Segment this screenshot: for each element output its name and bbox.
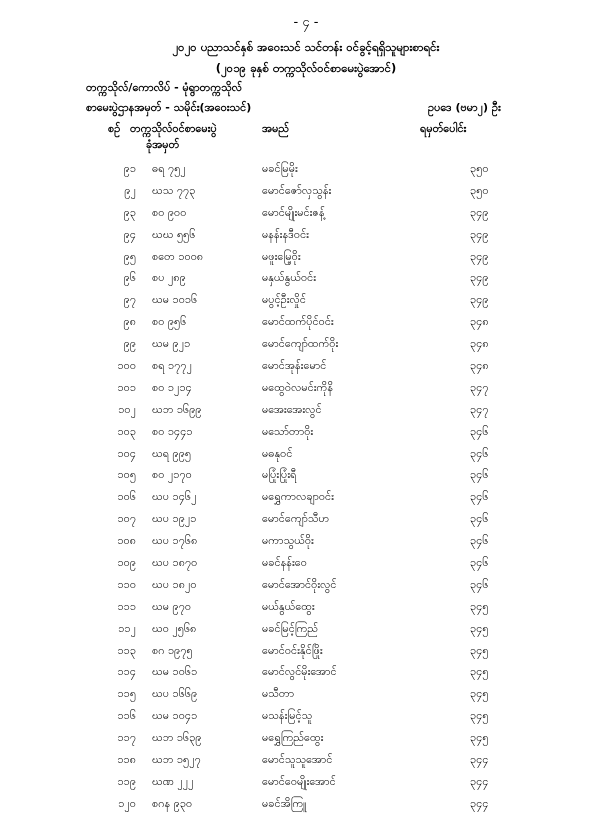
row-roll-number: စဝ ၉၅၆ (152, 315, 187, 329)
row-total-score: ၃၄၅ (470, 665, 489, 679)
row-total-score: ၃၄၆ (470, 446, 489, 460)
row-total-score: ၃၄၆ (470, 512, 489, 526)
row-student-name: မအေးအေးလွင် (262, 402, 322, 416)
row-serial-no: ၁၁၂ (118, 621, 136, 635)
row-student-name: မောင်ဇော်လှသွန်း (262, 183, 332, 197)
row-student-name: မောင်သူသူအောင် (262, 753, 333, 767)
list-row (0, 355, 612, 377)
list-row (0, 224, 612, 246)
list-row (0, 618, 612, 640)
row-total-score: ၃၄၄ (470, 774, 489, 788)
list-row (0, 508, 612, 530)
row-roll-number: စဂ ၁၉၇၅ (152, 643, 193, 657)
row-student-name: မနှယ်နွယ်ဝင်း (262, 271, 317, 285)
page-number: - ၄ - (293, 15, 319, 30)
row-student-name: မောင်ကျော်သီဟ (262, 512, 330, 526)
row-student-name: မဖူးမြေ့ဝိုး (262, 249, 301, 263)
header-total-score: ရမှတ်ပေါင်း (420, 122, 467, 135)
row-roll-number: စဝ ၂၁၇၀ (152, 468, 192, 482)
row-serial-no: ၉၉ (123, 337, 136, 351)
row-serial-no: ၁၁၃ (117, 643, 136, 657)
list-row (0, 661, 612, 683)
row-total-score: ၃၄၈ (470, 315, 489, 329)
row-student-name: မခင်အိကြူ (262, 796, 307, 810)
exam-count-label: ဥပဒေ (ဗမာ၂) ဦး (428, 101, 501, 114)
row-roll-number: စဂန ၉၃၀ (152, 796, 193, 810)
row-roll-number: ဃမ ၁၀၆၁ (152, 665, 198, 679)
row-student-name: မရွှေကြည်ထွေး (262, 731, 324, 745)
row-serial-no: ၁၀၉ (117, 556, 136, 570)
row-total-score: ၃၄၅ (470, 621, 489, 635)
row-roll-number: စပ ၂၈၉ (152, 271, 186, 285)
row-serial-no: ၁၁၇ (117, 731, 136, 745)
row-student-name: မောင်ဝင်းနိုင်ဖြိုး (262, 643, 323, 657)
row-serial-no: ၉၆ (123, 271, 136, 285)
list-row (0, 289, 612, 311)
row-student-name: မသန်းမြင့်သူ (262, 709, 313, 723)
row-student-name: မောင်ဝေမျိုးအောင် (262, 774, 336, 788)
list-row (0, 443, 612, 465)
row-total-score: ၃၄၅ (470, 687, 489, 701)
row-serial-no: ၉၇ (123, 293, 136, 307)
row-student-name: မောင်အုန်းမောင် (262, 359, 327, 373)
row-total-score: ၃၄၈ (470, 359, 489, 373)
row-roll-number: စရ ၁၇၇၂ (152, 359, 192, 373)
row-total-score: ၃၄၇ (470, 380, 489, 394)
exam-center-label: စာမေးပွဲဌာနအမှတ် - သမိုင်း(အဝေးသင်) (86, 101, 252, 114)
list-row (0, 727, 612, 749)
list-row (0, 574, 612, 596)
row-total-score: ၃၄၆ (470, 490, 489, 504)
row-roll-number: ဃမ ၉၇၀ (152, 599, 192, 613)
row-serial-no: ၁၁၉ (117, 774, 136, 788)
row-total-score: ၃၄၆ (470, 556, 489, 570)
list-row (0, 377, 612, 399)
row-roll-number: စဝ ၉၀၀ (152, 205, 187, 219)
row-roll-number: ဃပ ၁၆၆၉ (152, 687, 198, 701)
row-total-score: ၃၄၄ (470, 753, 489, 767)
row-total-score: ၃၄၉ (470, 227, 489, 241)
row-roll-number: ဃရ ၉၉၅ (152, 446, 192, 460)
row-total-score: ၃၄၄ (470, 796, 489, 810)
list-row (0, 749, 612, 771)
row-student-name: မနန်းနဒီဝင်း (262, 227, 309, 241)
header-serial-no: စဉ် (108, 122, 121, 135)
university-label: တက္ကသိုလ်/ကောလိပ် - မုံရွာတက္ကသိုလ် (86, 81, 243, 94)
row-total-score: ၃၄၅ (470, 599, 489, 613)
list-row (0, 158, 612, 180)
row-total-score: ၃၄၉ (470, 271, 489, 285)
row-roll-number: ဃဘ ၁၅၂၇ (152, 753, 201, 767)
document-subtitle: (၂၀၁၉ ခုနှစ် တက္ကသိုလ်ဝင်စာမေးပွဲအောင်) (215, 61, 397, 75)
row-total-score: ၃၄၆ (470, 534, 489, 548)
row-total-score: ၃၄၆ (470, 424, 489, 438)
row-serial-no: ၁၁၈ (117, 753, 136, 767)
row-roll-number: ဃဘ ၁၆၃၉ (152, 731, 202, 745)
row-serial-no: ၁၀၄ (117, 446, 136, 460)
row-serial-no: ၉၂ (124, 183, 136, 197)
row-student-name: မောင်လွင်မိုးအောင် (262, 665, 337, 679)
list-row (0, 202, 612, 224)
row-total-score: ၃၄၉ (470, 249, 489, 263)
list-row (0, 486, 612, 508)
row-serial-no: ၉၅ (123, 249, 136, 263)
row-roll-number: ဃပ ၁၈၂၀ (152, 577, 197, 591)
row-roll-number: ဃဝ ၂၅၆၈ (152, 621, 197, 635)
list-row (0, 464, 612, 486)
row-student-name: မခင်နန်းဝေ (262, 556, 307, 570)
row-serial-no: ၁၀၇ (117, 512, 136, 526)
list-row (0, 640, 612, 662)
row-total-score: ၃၄၅ (470, 643, 489, 657)
row-roll-number: ဃမ ၉၂၁ (152, 337, 191, 351)
list-row (0, 333, 612, 355)
row-serial-no: ၁၁၁ (117, 599, 136, 613)
row-serial-no: ၉၃ (123, 205, 136, 219)
row-student-name: မခင်မြင့်ကြည် (262, 621, 319, 635)
header-roll-number: တက္ကသိုလ်ဝင်စာမေးပွဲ (130, 122, 217, 135)
row-roll-number: ဃဘ ၁၆၉၉ (152, 402, 202, 416)
row-serial-no: ၁၁၀ (117, 577, 136, 591)
row-student-name: မပွင့်ဦးလှိုင် (262, 293, 306, 307)
row-serial-no: ၁၀၈ (117, 534, 136, 548)
list-row (0, 399, 612, 421)
list-row (0, 311, 612, 333)
list-row (0, 421, 612, 443)
row-total-score: ၃၄၆ (470, 577, 489, 591)
row-serial-no: ၁၁၆ (117, 709, 136, 723)
row-total-score: ၃၄၉ (470, 205, 489, 219)
student-list (0, 158, 612, 815)
row-serial-no: ၁၀၁ (117, 380, 136, 394)
row-serial-no: ၁၀၀ (117, 359, 136, 373)
row-roll-number: ဃဏ ၂၂၂ (152, 774, 194, 788)
row-student-name: မောင်ကျော်ထက်ဝိုး (262, 337, 339, 351)
row-roll-number: ဃမ ၁၀၄၁ (152, 709, 198, 723)
row-total-score: ၃၄၆ (470, 468, 489, 482)
row-roll-number: ဃပ ၁၄၆၂ (152, 490, 197, 504)
list-row (0, 596, 612, 618)
row-roll-number: ဃပ ၁၇၆၈ (152, 534, 198, 548)
row-total-score: ၃၄၅ (470, 731, 489, 745)
row-student-name: မရွှေကာလချာဝင်း (262, 490, 334, 504)
list-row (0, 246, 612, 268)
row-roll-number: ဃပ ၁၉၂၁ (152, 512, 197, 526)
header-name: အမည် (262, 122, 290, 135)
list-row (0, 683, 612, 705)
list-row (0, 793, 612, 815)
row-serial-no: ၁၀၆ (117, 490, 136, 504)
list-row (0, 705, 612, 727)
row-student-name: မသီတာ (262, 687, 295, 701)
row-student-name: မသော်တာဝိုး (262, 424, 314, 438)
list-row (0, 771, 612, 793)
list-row (0, 180, 612, 202)
row-roll-number: ဃပ ၁၈၇၀ (152, 556, 198, 570)
row-serial-no: ၉၈ (123, 315, 136, 329)
row-student-name: မယ်နွယ်ထွေး (262, 599, 315, 613)
row-total-score: ၃၅၀ (470, 183, 489, 197)
list-row (0, 267, 612, 289)
row-student-name: မောင်အောင်ဝိုးလွင် (262, 577, 337, 591)
row-serial-no: ၁၀၅ (117, 468, 136, 482)
row-serial-no: ၁၀၃ (117, 424, 136, 438)
row-serial-no: ၉၄ (123, 227, 136, 241)
row-total-score: ၃၅၀ (470, 162, 489, 175)
header-roll-number-line2: ခုံအမှတ် (146, 138, 180, 151)
row-student-name: မကာသွယ်ဝိုး (262, 534, 314, 548)
row-serial-no: ၁၁၅ (117, 687, 136, 701)
row-total-score: ၃၄၇ (470, 402, 489, 416)
row-student-name: မထွေဝဲလမင်းကိုနိ (262, 380, 334, 394)
row-total-score: ၃၄၅ (470, 709, 489, 723)
row-student-name: မောင်မျိုးမင်းဇန့် (262, 205, 325, 219)
row-total-score: ၃၄၉ (470, 293, 489, 307)
row-serial-no: ၁၁၄ (117, 665, 136, 679)
row-serial-no: ၉၁ (123, 162, 136, 175)
row-serial-no: ၁၀၂ (118, 402, 136, 416)
document-title: ၂၀၂၀ ပညာသင်နှစ် အဝေးသင် သင်တန်း ဝင်ခွင့်ရရှိသူများစာရင်း (172, 40, 440, 54)
row-roll-number: စဝ ၁၂၁၄ (152, 380, 192, 394)
row-student-name: မပြုံးပြုံးရီ (262, 468, 297, 482)
row-total-score: ၃၄၈ (470, 337, 489, 351)
row-roll-number: ဃမ ၁၀၁၆ (152, 293, 198, 307)
row-roll-number: ဃသ ၇၇၃ (152, 183, 196, 197)
row-roll-number: စတေ ၁၀၀၈ (152, 249, 204, 263)
row-roll-number: ဓရ ၇၅၂ (152, 162, 186, 175)
row-serial-no: ၁၂၀ (118, 796, 136, 810)
list-row (0, 552, 612, 574)
row-student-name: မဓနုဝင် (262, 446, 293, 460)
row-student-name: မောင်ထက်ပိုင်ဝင်း (262, 315, 334, 329)
row-roll-number: ဃဃ ၅၅၆ (152, 227, 196, 241)
list-row (0, 530, 612, 552)
row-roll-number: စဝ ၁၄၄၁ (152, 424, 193, 438)
row-student-name: မခင်မြမိုး (262, 162, 298, 175)
